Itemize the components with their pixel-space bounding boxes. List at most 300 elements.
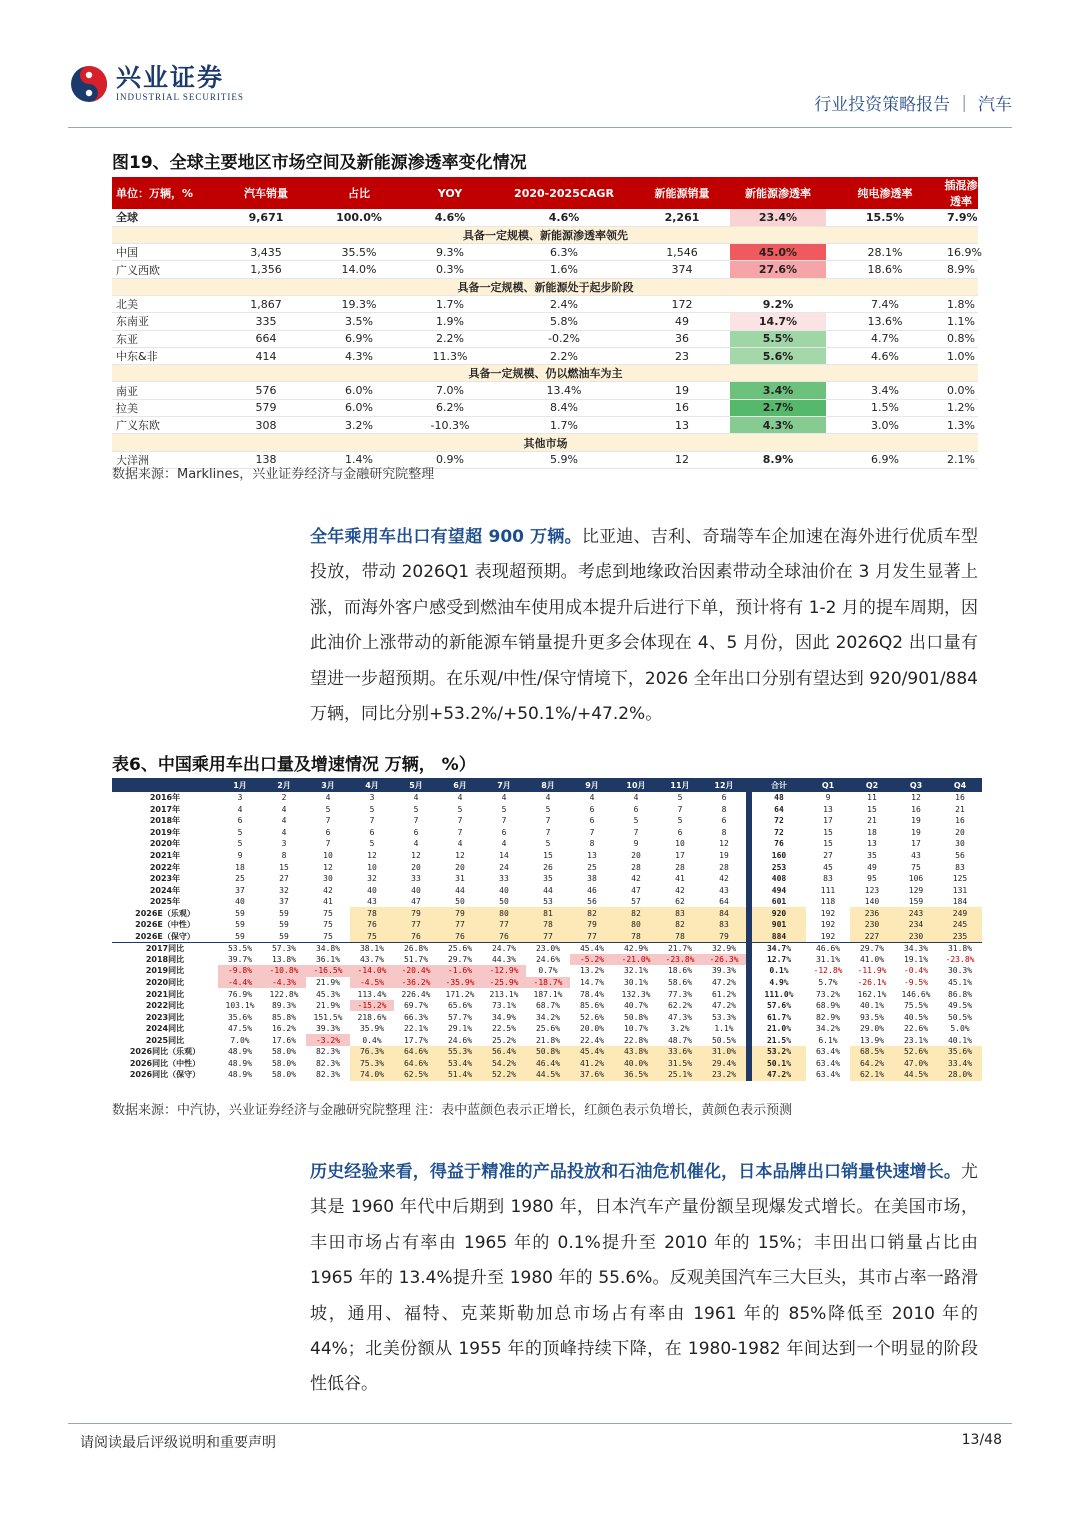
tab6-month-cell: 28 (719, 862, 729, 872)
tab6-quarter-cell: 40.5% (903, 1012, 929, 1022)
tab6-month-cell: 1.1% (714, 1024, 734, 1034)
tab6-quarter-cell: 19 (911, 816, 921, 826)
tab6-col-header (112, 778, 218, 792)
tab6-month-cell: 37.6% (570, 1069, 614, 1081)
fig19-data-row (112, 244, 978, 261)
fig19-cell: 2,261 (634, 209, 730, 226)
tab6-total-cell: 76 (774, 839, 784, 849)
fig19-cell: 1.7% (494, 417, 634, 434)
tab6-month-cell: 78 (526, 919, 570, 931)
tab6-row-label: 2018同比 (145, 954, 185, 964)
tab6-quarter-cell: 162.1% (857, 989, 887, 999)
fig19-cell: 1.0% (944, 347, 978, 364)
tab6-month-cell: 4 (281, 816, 287, 826)
tab6-month-cell: 36.1% (315, 954, 341, 964)
tab6-col-header: 5月 (394, 778, 438, 792)
tab6-month-cell: 47 (411, 897, 421, 907)
footer-disclaimer: 请阅读最后评级说明和重要声明 (80, 1435, 276, 1451)
fig19-cell: 4.6% (406, 209, 494, 226)
fig19-cell: 23.4% (730, 209, 826, 226)
tab6-quarter-cell: 236 (850, 907, 894, 919)
fig19-cell: 12 (634, 451, 730, 468)
fig19-cell: 7.4% (826, 295, 944, 312)
tab6-month-cell: 46 (587, 885, 597, 895)
tab6-month-cell: 10 (323, 851, 333, 860)
tab6-month-cell: 23.0% (526, 942, 570, 954)
tab6-month-cell: 83 (702, 919, 746, 931)
tab6-month-cell: 36.5% (614, 1069, 658, 1081)
tab6-month-cell: 47 (631, 885, 641, 895)
fig19-cell: 3.5% (312, 313, 406, 330)
tab6-month-cell: 5 (413, 804, 419, 814)
tab6-quarter-cell: -0.4% (903, 966, 929, 976)
tab6-month-cell: 44 (455, 885, 465, 895)
tab6-month-cell: 5 (369, 839, 375, 849)
tab6-month-cell: 82.3% (315, 1070, 341, 1080)
fig19-cell: 13.6% (826, 313, 944, 330)
tab6-month-cell: 4 (281, 827, 287, 837)
tab6-month-cell: 5 (237, 839, 243, 849)
tab6-month-cell: 5 (237, 827, 243, 837)
tab6-month-cell: -4.3% (262, 977, 306, 989)
tab6-month-cell: 32 (367, 874, 377, 884)
tab6-row (112, 884, 982, 896)
tab6-month-cell: 76 (394, 931, 438, 943)
fig19-cell: 1.5% (826, 399, 944, 416)
tab6-quarter-cell: 27 (823, 851, 833, 860)
tab6-col-header: 6月 (438, 778, 482, 792)
tab6-month-cell: 5 (633, 816, 639, 826)
tab6-month-cell: 31.0% (702, 1046, 746, 1058)
tab6-month-cell: 44.5% (526, 1069, 570, 1081)
tab6-month-cell: 77 (438, 919, 482, 931)
tab6-month-cell: 39.3% (315, 1024, 341, 1034)
tab6-col-header: Q1 (806, 778, 850, 792)
fig19-cell: 0.3% (406, 261, 494, 278)
tab6-col-header: 1月 (218, 778, 262, 792)
fig19-cell: 16.9% (944, 244, 978, 261)
fig19-section-label: 具备一定规模、新能源渗透率领先 (112, 226, 978, 243)
tab6-month-cell: 7 (413, 816, 419, 826)
tab6-month-cell: 4 (501, 793, 507, 803)
tab6-total-cell: 48 (774, 793, 784, 803)
fig19-cell: 45.0% (730, 244, 826, 261)
tab6-quarter-cell: 22.6% (903, 1024, 929, 1034)
tab6-title: 表6、中国乘用车出口量及增速情况 万辆， %） (112, 755, 476, 775)
tab6-month-cell: 151.5% (313, 1012, 343, 1022)
fig19-cell: 1.7% (406, 295, 494, 312)
tab6-quarter-cell: 49.5% (947, 1001, 973, 1011)
fig19-cell: 8.9% (944, 261, 978, 278)
tab6-month-cell: 58.0% (271, 1058, 297, 1068)
fig19-cell: 19.3% (312, 295, 406, 312)
fig19-cell: 5.5% (730, 330, 826, 347)
tab6-row (112, 815, 982, 827)
fig19-cell: 13.4% (494, 382, 634, 399)
tab6-col-header: 11月 (658, 778, 702, 792)
fig19-cell: 3.2% (312, 417, 406, 434)
tab6-row-label: 2018年 (149, 816, 181, 826)
fig19-cell: 1.3% (944, 417, 978, 434)
paragraph-japan-history (310, 1155, 978, 1403)
tab6-quarter-cell: 63.4% (815, 1058, 841, 1068)
fig19-cell: 广义西欧 (112, 261, 220, 278)
tab6-month-cell: -21.0% (614, 954, 658, 966)
tab6-month-cell: 3 (369, 793, 375, 803)
fig19-cell: 4.6% (826, 347, 944, 364)
tab6-month-cell: 18.6% (667, 966, 693, 976)
tab6-month-cell: 74.0% (350, 1069, 394, 1081)
tab6-quarter-cell: 13.9% (859, 1035, 885, 1045)
tab6-month-cell: 45.4% (570, 1046, 614, 1058)
tab6-month-cell: 34.2% (535, 1012, 561, 1022)
tab6-month-cell: 5 (501, 804, 507, 814)
tab6-month-cell: 47.2% (711, 1001, 737, 1011)
paragraph-exports-outlook (310, 520, 978, 732)
fig19-col-header: 新能源销量 (634, 177, 730, 209)
tab6-month-cell: 4 (633, 793, 639, 803)
tab6-header-row (112, 778, 982, 792)
tab6-month-cell: 32.9% (702, 942, 746, 954)
tab6-quarter-cell: 13 (823, 804, 833, 814)
fig19-cell: 27.6% (730, 261, 826, 278)
tab6-quarter-cell: 45.1% (947, 978, 973, 988)
tab6-quarter-cell: 73.2% (815, 989, 841, 999)
tab6-month-cell: 53.5% (218, 942, 262, 954)
tab6-col-header: 7月 (482, 778, 526, 792)
tab6-month-cell: 7 (369, 816, 375, 826)
tab6-month-cell: 75 (323, 908, 333, 918)
tab6-col-header: 4月 (350, 778, 394, 792)
tab6-month-cell: 5 (325, 804, 331, 814)
tab6-quarter-cell: 230 (850, 919, 894, 931)
tab6-month-cell: -4.5% (350, 977, 394, 989)
tab6-month-cell: 28 (631, 862, 641, 872)
fig19-cell: 13 (634, 417, 730, 434)
tab6-month-cell: 37 (235, 885, 245, 895)
fig19-section-row (112, 226, 978, 243)
tab6-month-cell: 24 (499, 862, 509, 872)
tab6-row-label: 2026E（乐观） (135, 908, 195, 918)
page-header (68, 62, 1012, 128)
fig19-col-header: 新能源渗透率 (730, 177, 826, 209)
tab6-month-cell: 50 (499, 897, 509, 907)
tab6-month-cell: 38.1% (350, 942, 394, 954)
tab6-month-cell: 46.4% (526, 1058, 570, 1070)
tab6-month-cell: 75 (350, 931, 394, 943)
fig19-cell: 374 (634, 261, 730, 278)
tab6-month-cell: 50.8% (623, 1012, 649, 1022)
tab6-month-cell: 7 (633, 827, 639, 837)
tab6-month-cell: 35 (543, 874, 553, 884)
tab6-month-cell: 76 (438, 931, 482, 943)
tab6-month-cell: 7 (545, 816, 551, 826)
tab6-month-cell: 34.9% (491, 1012, 517, 1022)
tab6-month-cell: 31 (455, 874, 465, 884)
tab6-quarter-cell: 9 (825, 793, 831, 803)
tab6-quarter-cell: 106 (908, 874, 924, 884)
fig19-cell: 9.2% (730, 295, 826, 312)
tab6-month-cell: 50 (455, 897, 465, 907)
tab6-month-cell: 48.9% (227, 1070, 253, 1080)
tab6-month-cell: 59 (235, 920, 245, 930)
fig19-title: 图19、全球主要地区市场空间及新能源渗透率变化情况 (112, 153, 527, 173)
tab6-month-cell: 59 (279, 908, 289, 918)
tab6-quarter-cell: 47.0% (894, 1058, 938, 1070)
tab6-total-cell: 50.1% (752, 1058, 806, 1070)
tab6-row-label: 2020年 (149, 839, 181, 849)
tab6-quarter-cell: 19.1% (903, 954, 929, 964)
tab6-month-cell: 77.3% (667, 989, 693, 999)
fig19-section-label: 其他市场 (112, 434, 978, 451)
tab6-col-header: Q4 (938, 778, 982, 792)
tab6-month-cell: 42 (719, 874, 729, 884)
fig19-cell: 4.7% (826, 330, 944, 347)
fig19-section-row (112, 278, 978, 295)
paragraph-body: 比亚迪、吉利、奇瑞等车企加速在海外进行优质车型投放，带动 2026Q1 表现超预期。考虑到地缘政治因素带动全球油价在 3 月发生显著上涨，而海外客户感受到燃油车使用成本提升后进行下单，预计将有 1-2 月的提车周期，因此油价上涨带动的新能源车销量提升更多会体现在 4、5 月份，因此 2026Q2 出口量有望进一步超预期。在乐观/中性/保守情境下，2026 全年出口分别有望达到 920/901/884 万辆，同比分别+53.2%/+50.1%/+47.2%。 (310, 527, 978, 725)
fig19-cell: 中东&非 (112, 347, 220, 364)
fig19-cell: 2.2% (406, 330, 494, 347)
fig19-cell: 576 (220, 382, 312, 399)
fig19-cell: 9.3% (406, 244, 494, 261)
tab6-month-cell: 21.7% (658, 942, 702, 954)
tab6-month-cell: 56.4% (482, 1046, 526, 1058)
fig19-col-header: 插混渗透率 (944, 179, 978, 208)
tab6-quarter-cell: 40.1% (947, 1035, 973, 1045)
fig19-cell: 308 (220, 417, 312, 434)
tab6-month-cell: 14.7% (579, 978, 605, 988)
tab6-quarter-cell: 68.9% (815, 1001, 841, 1011)
tab6-total-cell: 72 (774, 816, 784, 826)
tab6-month-cell: 82 (570, 907, 614, 919)
fig19-cell: -0.2% (494, 330, 634, 347)
fig19-cell: 3,435 (220, 244, 312, 261)
fig19-cell: 49 (634, 313, 730, 330)
tab6-month-cell: 64.6% (394, 1046, 438, 1058)
tab6-month-cell: 24.7% (482, 942, 526, 954)
tab6-total-cell: 61.7% (766, 1012, 792, 1022)
tab6-quarter-cell: 234 (894, 919, 938, 931)
fig19-cell: 4.3% (730, 417, 826, 434)
tab6-quarter-cell: 20 (955, 827, 965, 837)
tab6-quarter-cell: 46.6% (806, 942, 850, 954)
tab6-row-label: 2026同比（中性） (129, 1058, 201, 1068)
fig19-data-row (112, 313, 978, 330)
tab6-month-cell: 5 (545, 804, 551, 814)
tab6-quarter-cell: 45 (823, 862, 833, 872)
tab6-quarter-cell: 95 (867, 874, 877, 884)
tab6-quarter-cell: -12.8% (813, 966, 843, 976)
tab6-row-label: 2021年 (149, 851, 181, 860)
tab6-month-cell: -3.2% (306, 1034, 350, 1046)
tab6-row (112, 792, 982, 804)
tab6-month-cell: 61.2% (711, 989, 737, 999)
fig19-cell: 6.9% (826, 451, 944, 468)
tab6-row (112, 907, 982, 919)
tab6-month-cell: 2 (281, 793, 287, 803)
fig19-cell: 1,356 (220, 261, 312, 278)
tab6-total-cell: 21.0% (766, 1024, 792, 1034)
tab6-quarter-cell: 93.5% (859, 1012, 885, 1022)
tab6-total-cell: 253 (771, 862, 787, 872)
tab6-month-cell: 18 (235, 862, 245, 872)
fig19-cell: 1,867 (220, 295, 312, 312)
tab6-quarter-cell: 21 (867, 816, 877, 826)
tab6-month-cell: 4 (501, 839, 507, 849)
tab6-quarter-cell: 50.5% (947, 1012, 973, 1022)
tab6-row-label: 2023同比 (145, 1012, 185, 1022)
tab6-month-cell: 6 (721, 793, 727, 803)
tab6-total-cell: 408 (771, 874, 787, 884)
fig19-col-header: 纯电渗透率 (826, 177, 944, 209)
tab6-month-cell: 55.3% (438, 1046, 482, 1058)
fig19-cell: 1.2% (944, 399, 978, 416)
tab6-quarter-cell: 82.9% (815, 1012, 841, 1022)
tab6-month-cell: 22.8% (623, 1035, 649, 1045)
tab6-month-cell: 52.6% (579, 1012, 605, 1022)
tab6-row (112, 988, 982, 1000)
tab6-month-cell: 7 (325, 816, 331, 826)
tab6-month-cell: 73.1% (491, 1001, 517, 1011)
tab6-row (112, 1034, 982, 1046)
tab6-quarter-cell: 83 (955, 862, 965, 872)
tab6-month-cell: 76 (482, 931, 526, 943)
tab6-month-cell: 50.8% (526, 1046, 570, 1058)
fig19-data-row (112, 261, 978, 278)
tab6-quarter-cell: 6.1% (818, 1035, 838, 1045)
tab6-month-cell: 57.3% (262, 942, 306, 954)
fig19-col-header: 单位：万辆，% (112, 177, 220, 209)
tab6-month-cell: 7 (457, 827, 463, 837)
tab6-month-cell: 13.2% (579, 966, 605, 976)
tab6-month-cell: 12 (367, 851, 377, 860)
tab6-month-cell: 58.0% (271, 1047, 297, 1057)
tab6-month-cell: 6 (677, 827, 683, 837)
tab6-month-cell: 7 (545, 827, 551, 837)
tab6-quarter-cell: 13 (867, 839, 877, 849)
fig19-cell: 中国 (112, 244, 220, 261)
tab6-month-cell: 39.3% (711, 966, 737, 976)
tab6-quarter-cell: 16 (955, 816, 965, 826)
company-logo (70, 64, 244, 103)
tab6-quarter-cell: 34.2% (815, 1024, 841, 1034)
paragraph-body: 尤其是 1960 年代中后期到 1980 年，日本汽车产量份额呈现爆发式增长。在美国市场，丰田市场占有率由 1965 年的 0.1%提升至 2010 年的 15%；丰田出口销量占比由 1965 年的 13.4%提升至 1980 年的 55.6%。反观美国汽车三大巨头，其市占率一路滑坡，通用、福特、克莱斯勒加总市场占有率由 1961 年的 85%降低至 2010 年的 44%；北美份额从 1955 年的顶峰持续下降，在 1980-1982 年间达到一个明显的阶段性低谷。 (310, 1162, 978, 1395)
tab6-month-cell: 48.9% (227, 1047, 253, 1057)
tab6-month-cell: 58.0% (271, 1070, 297, 1080)
tab6-month-cell: 85.6% (579, 1001, 605, 1011)
tab6-col-header: 12月 (702, 778, 746, 792)
tab6-quarter-cell: 75 (911, 862, 921, 872)
paragraph-highlight: 全年乘用车出口有望超 900 万辆。 (310, 527, 582, 547)
tab6-quarter-cell: 17 (911, 839, 921, 849)
tab6-col-header: 合计 (752, 778, 806, 792)
tab6-quarter-cell: 41.0% (859, 954, 885, 964)
fig19-section-row (112, 365, 978, 382)
tab6-month-cell: 6 (369, 827, 375, 837)
tab6-month-cell: -23.8% (658, 954, 702, 966)
tab6-month-cell: 78 (350, 907, 394, 919)
tab6-month-cell: 6 (237, 816, 243, 826)
tab6-quarter-cell: 40.1% (859, 1001, 885, 1011)
fig19-cell: 138 (220, 451, 312, 468)
tab6-month-cell: 213.1% (489, 989, 519, 999)
fig19-col-header: 占比 (312, 177, 406, 209)
fig19-cell: 11.3% (406, 347, 494, 364)
tab6-month-cell: 22.4% (579, 1035, 605, 1045)
tab6-row (112, 965, 982, 977)
tab6-month-cell: 103.1% (225, 1001, 255, 1011)
tab6-month-cell: 81 (526, 907, 570, 919)
tab6-row (112, 1000, 982, 1012)
fig19-cell: 3.4% (826, 382, 944, 399)
fig19-cell: 8.9% (730, 451, 826, 468)
fig19-data-row (112, 330, 978, 347)
tab6-month-cell: 7 (589, 827, 595, 837)
tab6-quarter-cell: 140 (864, 897, 880, 907)
tab6-month-cell: 32.1% (623, 966, 649, 976)
tab6-month-cell: 218.6% (357, 1012, 387, 1022)
tab6-month-cell: 45.4% (570, 942, 614, 954)
fig19-cell: 3.4% (730, 382, 826, 399)
tab6-month-cell: 56 (587, 897, 597, 907)
tab6-month-cell: 25.1% (658, 1069, 702, 1081)
tab6-month-cell: -4.4% (218, 977, 262, 989)
tab6-month-cell: -15.2% (350, 1000, 394, 1012)
fig19-cell: 35.5% (312, 244, 406, 261)
tab6-row-label: 2017年 (149, 804, 181, 814)
tab6-quarter-cell: 12 (911, 793, 921, 803)
tab6-quarter-cell: 43 (911, 851, 921, 860)
tab6-month-cell: 25.2% (491, 1035, 517, 1045)
tab6-month-cell: 4 (237, 804, 243, 814)
tab6-quarter-cell: 123 (864, 885, 880, 895)
tab6-month-cell: -18.7% (526, 977, 570, 989)
tab6-row-label: 2026同比（乐观） (129, 1047, 201, 1057)
tab6-month-cell: 17.6% (271, 1035, 297, 1045)
tab6-month-cell: 44 (543, 885, 553, 895)
tab6-month-cell: 29.7% (447, 954, 473, 964)
fig19-cell: 2.2% (494, 347, 634, 364)
tab6-month-cell: 47.5% (227, 1024, 253, 1034)
tab6-month-cell: 83 (658, 907, 702, 919)
tab6-month-cell: -26.3% (702, 954, 746, 966)
tab6-month-cell: 7 (325, 839, 331, 849)
tab6-month-cell: 4 (457, 839, 463, 849)
tab6-total-cell: 57.6% (766, 1001, 792, 1011)
tab6-month-cell: 7.0% (230, 1035, 250, 1045)
tab6-month-cell: 8 (721, 804, 727, 814)
tab6-row (112, 838, 982, 850)
tab6-month-cell: -25.9% (482, 977, 526, 989)
tab6-month-cell: 35.6% (227, 1012, 253, 1022)
tab6-total-cell: 53.2% (752, 1046, 806, 1058)
tab6-month-cell: 43.8% (614, 1046, 658, 1058)
tab6-month-cell: 7 (501, 816, 507, 826)
fig19-data-row (112, 347, 978, 364)
tab6-month-cell: 42 (631, 874, 641, 884)
tab6-month-cell: 82.3% (315, 1058, 341, 1068)
tab6-month-cell: 40 (235, 897, 245, 907)
fig19-col-header: 2020-2025CAGR (494, 177, 634, 209)
tab6-row-label: 2016年 (149, 793, 181, 803)
tab6-quarter-cell: 63.4% (815, 1070, 841, 1080)
tab6-month-cell: 59 (235, 908, 245, 918)
tab6-month-cell: 41 (323, 897, 333, 907)
tab6-month-cell: 75 (323, 920, 333, 930)
tab6-month-cell: -36.2% (394, 977, 438, 989)
tab6-month-cell: 42 (323, 885, 333, 895)
tab6-month-cell: 26 (543, 862, 553, 872)
